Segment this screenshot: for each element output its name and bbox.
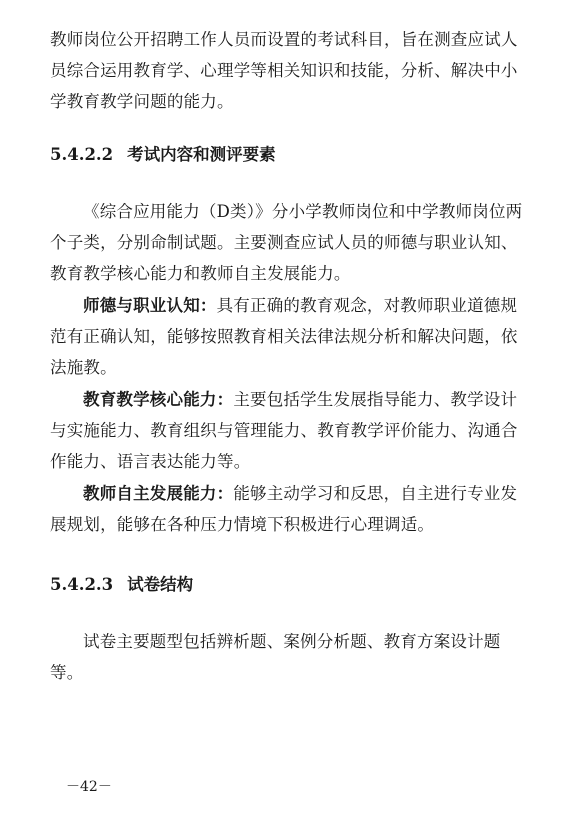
item-text: 主要包括学生发展指导能力、教学设计与实施能力、教育组织与管理能力、教育教学评价能力、沟通合作能力、语言表达能力等。 <box>50 390 518 471</box>
item-text: 能够主动学习和反思，自主进行专业发展规划，能够在各种压力情境下积极进行心理调适。 <box>50 484 518 534</box>
section-heading-5-4-2-2 <box>50 143 276 167</box>
section-title: 考试内容和测评要素 <box>127 145 276 164</box>
item-term: 教育教学核心能力： <box>83 390 234 409</box>
section-title: 试卷结构 <box>127 575 194 594</box>
item-term: 教师自主发展能力： <box>83 484 234 503</box>
intro-paragraph: 教师岗位公开招聘工作人员而设置的考试科目，旨在测查应试人员综合运用教育学、心理学等相关知识和技能，分析、解决中小学教育教学问题的能力。 <box>50 30 518 111</box>
item-self-development <box>50 478 532 540</box>
section-heading-5-4-2-3 <box>50 573 193 597</box>
content-paragraph: 《综合应用能力（D类）》分小学教师岗位和中学教师岗位两个子类，分别命制试题。主要测查应试人员的师德与职业认知、教育教学核心能力和教师自主发展能力。 <box>50 202 523 283</box>
section-number: 5.4.2.2 <box>50 145 114 164</box>
structure-paragraph: 试卷主要题型包括辨析题、案例分析题、教育方案设计题等。 <box>50 632 501 682</box>
item-teaching-core <box>50 384 532 477</box>
item-text: 具有正确的教育观念，对教师职业道德规范有正确认知，能够按照教育相关法律法规分析和解决问题，依法施教。 <box>50 296 518 377</box>
page-number: －42－ <box>66 779 112 795</box>
section-number: 5.4.2.3 <box>50 575 114 594</box>
item-term: 师德与职业认知： <box>83 296 217 315</box>
item-moral-cognition <box>50 290 532 383</box>
